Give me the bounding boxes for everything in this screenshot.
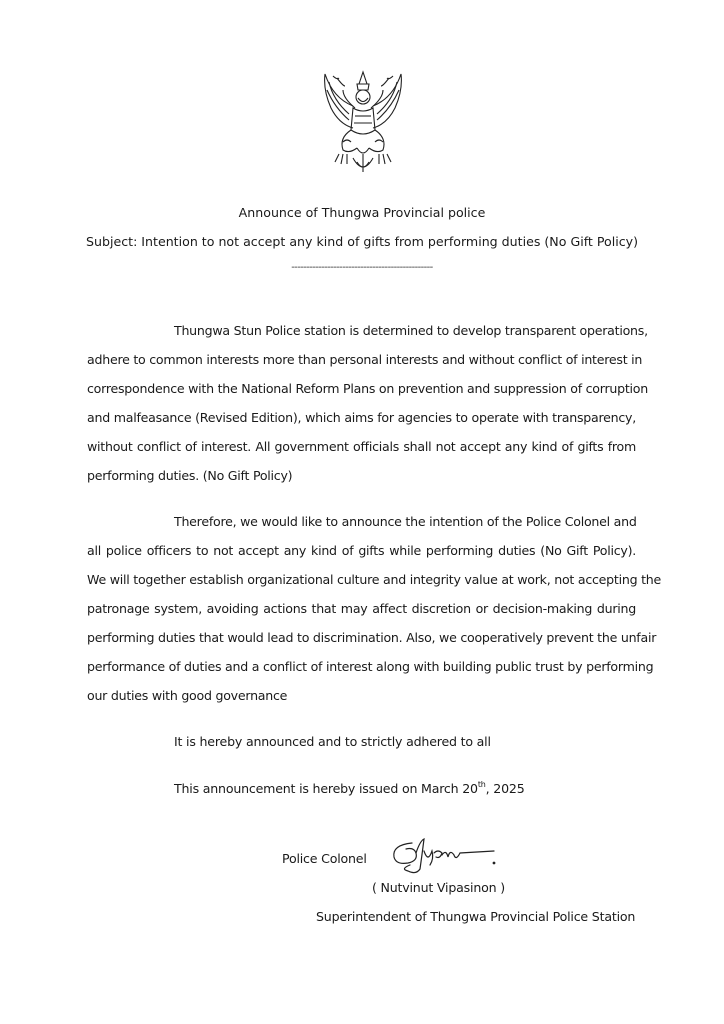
issue-date [174, 780, 525, 796]
paragraph-line: We will together establish organizational culture and integrity value at work, not accepting the [87, 572, 661, 587]
signatory-position: Superintendent of Thungwa Provincial Police Station [316, 909, 636, 924]
issue-date-prefix: This announcement is hereby issued on March 20 [174, 781, 478, 796]
paragraph-line: performance of duties and a conflict of interest along with building public trust by performing [87, 659, 654, 674]
paragraph-line: Thungwa Stun Police station is determined to develop transparent operations, [174, 323, 648, 338]
signature-icon [390, 835, 505, 883]
closing-statement: It is hereby announced and to strictly adhered to all [174, 734, 491, 749]
signatory-rank: Police Colonel [282, 851, 367, 866]
paragraph-line: Therefore, we would like to announce the intention of the Police Colonel and [174, 514, 637, 529]
paragraph-line: correspondence with the National Reform Plans on prevention and suppression of corruption [87, 381, 648, 396]
announcement-title: Announce of Thungwa Provincial police [238, 205, 486, 220]
paragraph-line: adhere to common interests more than personal interests and without conflict of interest in [87, 352, 643, 367]
announcement-subject: Subject: Intention to not accept any kind of gifts from performing duties (No Gift Policy) [85, 234, 638, 249]
separator-line: ----------------------------------------------- [291, 262, 433, 273]
issue-date-ordinal: th [477, 780, 486, 789]
paragraph-line: without conflict of interest. All government officials shall not accept any kind of gifts from [87, 439, 636, 454]
issue-date-year: , 2025 [485, 781, 525, 796]
garuda-emblem-icon [313, 68, 413, 178]
paragraph-line: performing duties. (No Gift Policy) [87, 468, 293, 483]
signatory-name: ( Nutvinut Vipasinon ) [372, 880, 505, 895]
paragraph-line: our duties with good governance [87, 688, 288, 703]
paragraph-line: all police officers to not accept any kind of gifts while performing duties (No Gift Policy). [87, 543, 636, 558]
paragraph-line: and malfeasance (Revised Edition), which aims for agencies to operate with transparency, [87, 410, 636, 425]
paragraph-line: performing duties that would lead to discrimination. Also, we cooperatively prevent the unfair [87, 630, 657, 645]
paragraph-line: patronage system, avoiding actions that may affect discretion or decision-making during [87, 601, 636, 616]
